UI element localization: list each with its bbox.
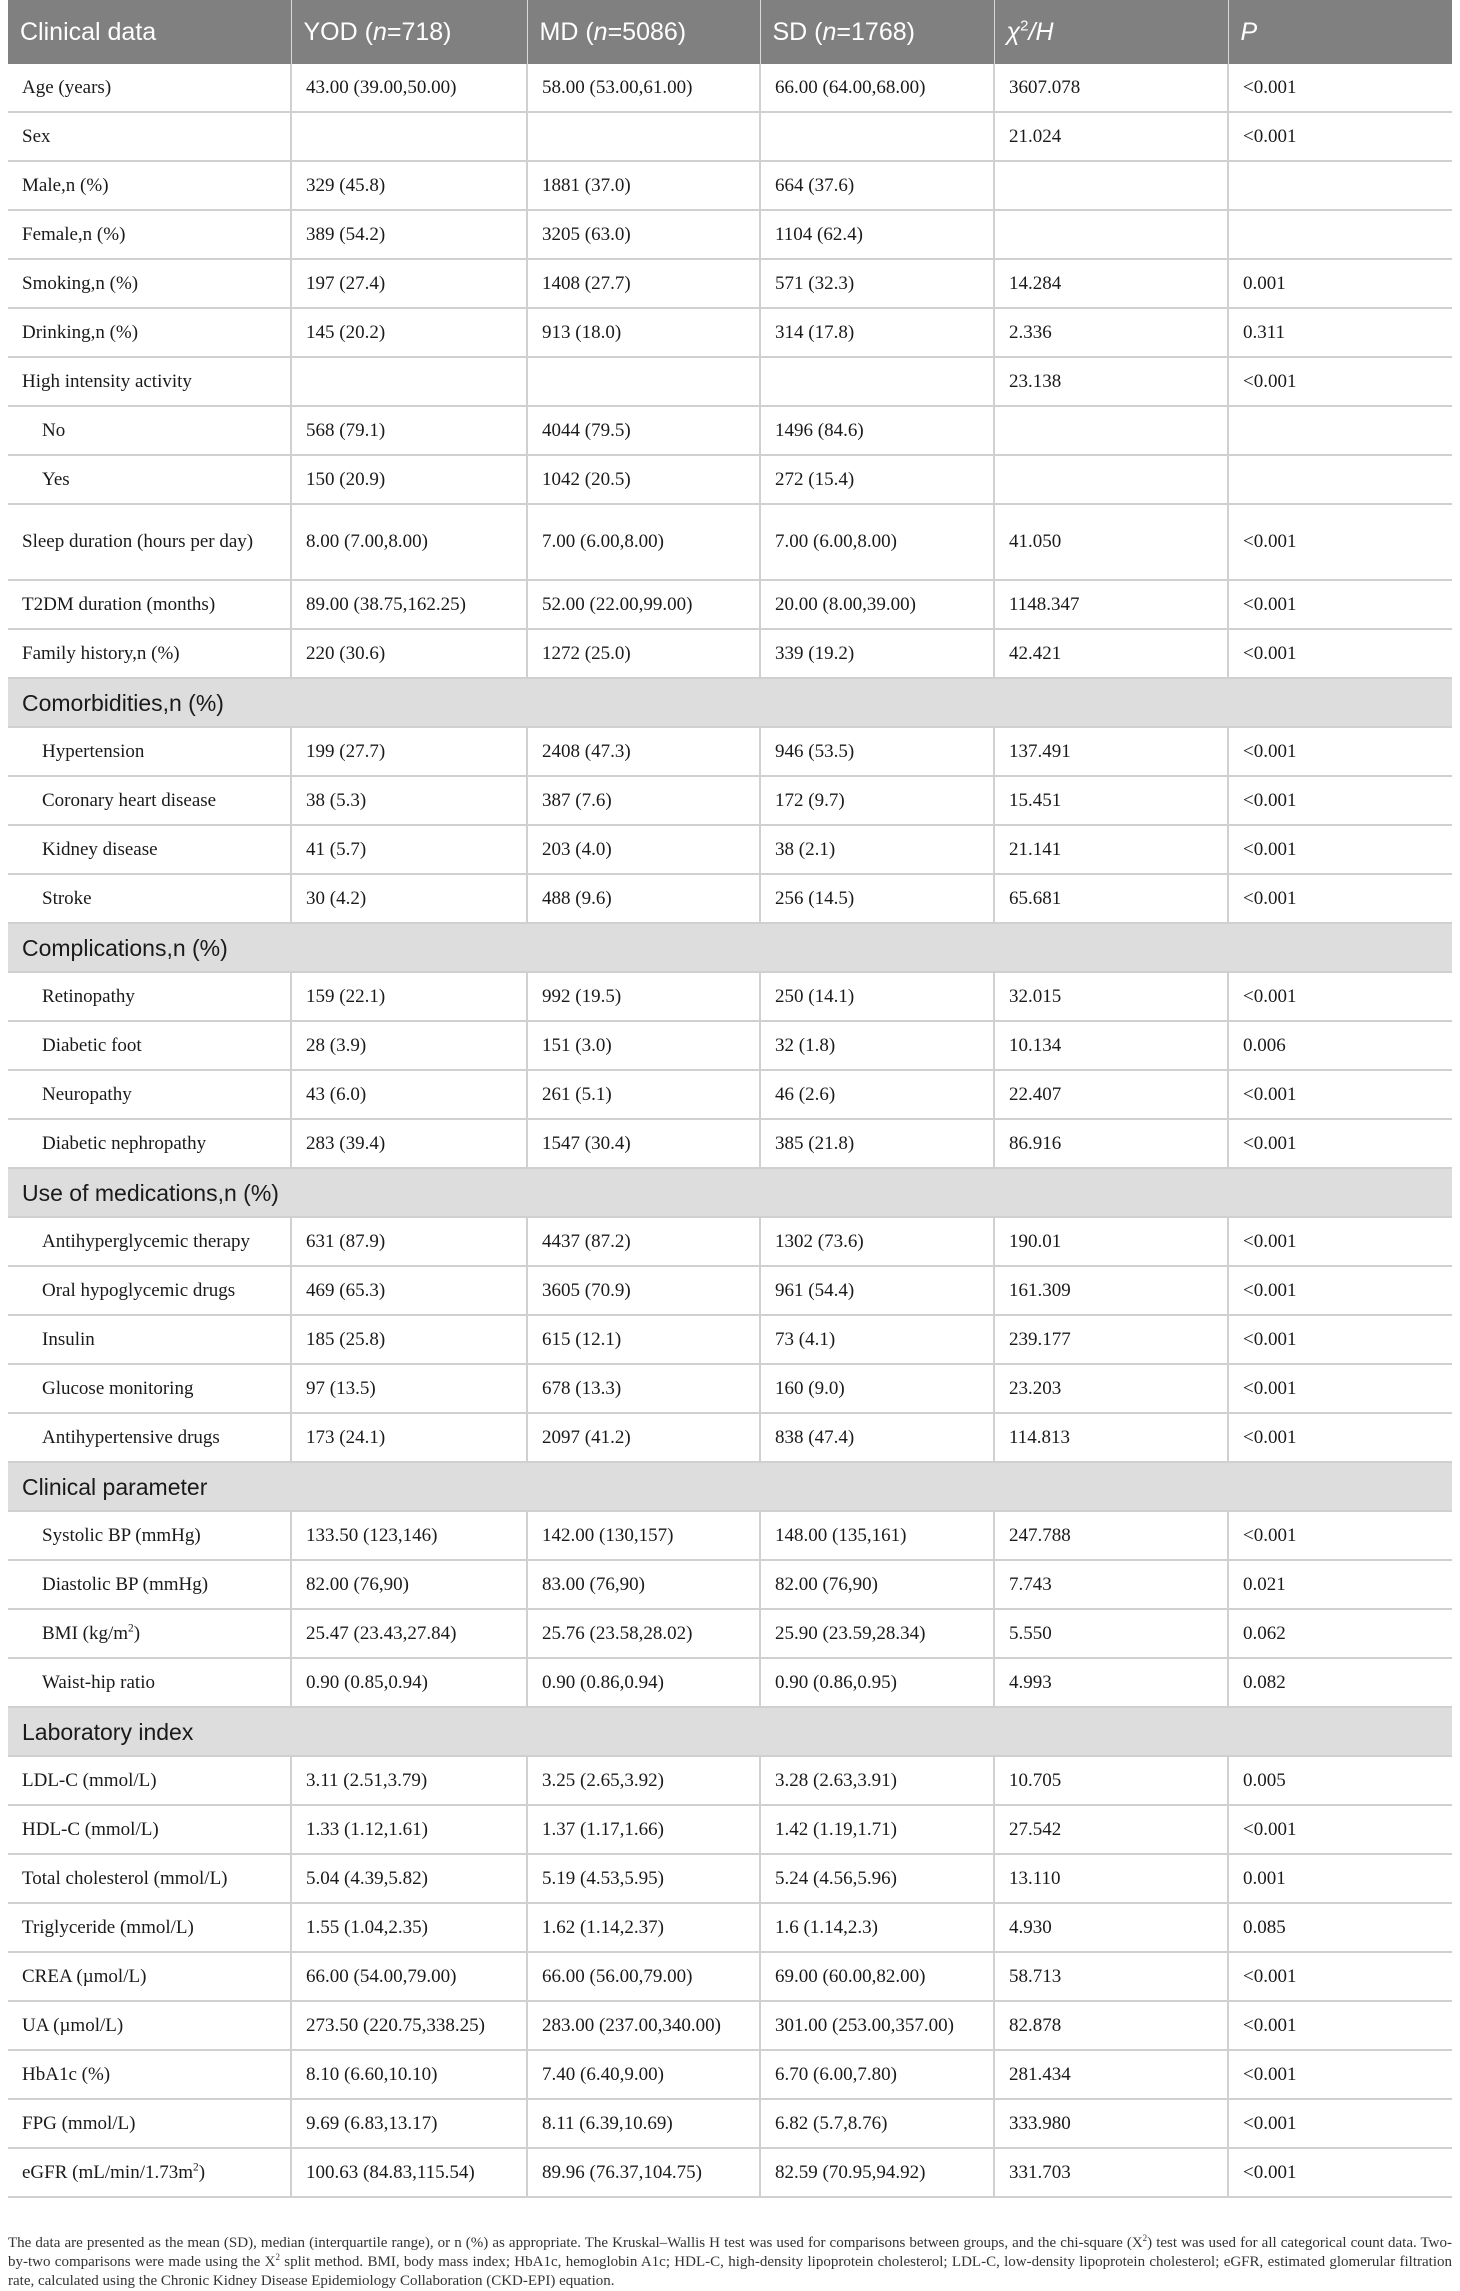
cell-yod: 38 (5.3) [291,776,527,825]
cell-yod: 3.11 (2.51,3.79) [291,1756,527,1805]
row-label: Yes [8,455,291,504]
cell-statistic [994,161,1228,210]
cell-md: 52.00 (22.00,99.00) [527,580,760,629]
cell-statistic [994,455,1228,504]
table-row [8,629,1452,678]
cell-sd: 148.00 (135,161) [760,1511,994,1560]
cell-statistic [994,210,1228,259]
table-row [8,1658,1452,1707]
cell-sd: 1302 (73.6) [760,1217,994,1266]
table-row [8,1560,1452,1609]
cell-statistic: 21.024 [994,112,1228,161]
cell-sd: 160 (9.0) [760,1364,994,1413]
cell-sd: 314 (17.8) [760,308,994,357]
cell-yod [291,357,527,406]
cell-md: 2097 (41.2) [527,1413,760,1462]
cell-md: 58.00 (53.00,61.00) [527,64,760,112]
cell-sd: 1.42 (1.19,1.71) [760,1805,994,1854]
table-row [8,1266,1452,1315]
table-row [8,1952,1452,2001]
cell-yod: 631 (87.9) [291,1217,527,1266]
header-md: MD (n=5086) [527,0,760,64]
row-label: Sleep duration (hours per day) [8,504,291,580]
cell-p-value: <0.001 [1228,580,1452,629]
cell-p-value: <0.001 [1228,1805,1452,1854]
cell-p-value: 0.085 [1228,1903,1452,1952]
row-label: Coronary heart disease [8,776,291,825]
cell-statistic: 247.788 [994,1511,1228,1560]
cell-sd: 946 (53.5) [760,727,994,776]
header-clinical-data: Clinical data [8,0,291,64]
cell-sd: 172 (9.7) [760,776,994,825]
cell-md: 66.00 (56.00,79.00) [527,1952,760,2001]
row-label: HDL-C (mmol/L) [8,1805,291,1854]
cell-md: 488 (9.6) [527,874,760,923]
cell-sd: 571 (32.3) [760,259,994,308]
cell-p-value: <0.001 [1228,2148,1452,2197]
row-label: Insulin [8,1315,291,1364]
cell-p-value: <0.001 [1228,504,1452,580]
cell-p-value: <0.001 [1228,2099,1452,2148]
cell-yod: 199 (27.7) [291,727,527,776]
cell-p-value: <0.001 [1228,825,1452,874]
cell-md: 3605 (70.9) [527,1266,760,1315]
cell-yod: 25.47 (23.43,27.84) [291,1609,527,1658]
cell-md: 261 (5.1) [527,1070,760,1119]
cell-sd: 25.90 (23.59,28.34) [760,1609,994,1658]
row-label: eGFR $(mL/\min/1.73m^2)$ [8,2148,291,2197]
cell-md: 615 (12.1) [527,1315,760,1364]
cell-md: 992 (19.5) [527,972,760,1021]
cell-md: 1272 (25.0) [527,629,760,678]
cell-sd: 38 (2.1) [760,825,994,874]
cell-statistic: 22.407 [994,1070,1228,1119]
table-row [8,357,1452,406]
cell-yod: 100.63 (84.83,115.54) [291,2148,527,2197]
cell-p-value: <0.001 [1228,1952,1452,2001]
cell-sd: 301.00 (253.00,357.00) [760,2001,994,2050]
cell-statistic: 114.813 [994,1413,1228,1462]
cell-yod: 150 (20.9) [291,455,527,504]
cell-p-value: <0.001 [1228,1511,1452,1560]
cell-sd: 3.28 (2.63,3.91) [760,1756,994,1805]
cell-md: 7.40 (6.40,9.00) [527,2050,760,2099]
table-body [8,64,1452,2197]
cell-statistic: 23.138 [994,357,1228,406]
cell-sd: 69.00 (60.00,82.00) [760,1952,994,2001]
row-label: BMI $(kg/m^2)$ [8,1609,291,1658]
cell-sd: 6.82 (5.7,8.76) [760,2099,994,2148]
cell-statistic: 41.050 [994,504,1228,580]
row-label: Oral hypoglycemic drugs [8,1266,291,1315]
cell-statistic: 333.980 [994,2099,1228,2148]
cell-md: 4437 (87.2) [527,1217,760,1266]
cell-statistic: 190.01 [994,1217,1228,1266]
cell-yod: 469 (65.3) [291,1266,527,1315]
section-title: Complications,n (%) [8,923,1452,972]
section-header-row [8,1462,1452,1511]
cell-statistic: 331.703 [994,2148,1228,2197]
cell-md [527,112,760,161]
row-label: Sex [8,112,291,161]
table-row [8,210,1452,259]
header-p-value: P [1228,0,1452,64]
cell-statistic: 7.743 [994,1560,1228,1609]
cell-yod: 30 (4.2) [291,874,527,923]
cell-md: 25.76 (23.58,28.02) [527,1609,760,1658]
row-label: Male,n (%) [8,161,291,210]
cell-sd: 1.6 (1.14,2.3) [760,1903,994,1952]
cell-sd: 5.24 (4.56,5.96) [760,1854,994,1903]
cell-yod: 43 (6.0) [291,1070,527,1119]
table-row [8,2148,1452,2197]
row-label: Waist-hip ratio [8,1658,291,1707]
table-row [8,1903,1452,1952]
clinical-data-table [8,0,1452,2198]
cell-md: 83.00 (76,90) [527,1560,760,1609]
cell-p-value: <0.001 [1228,972,1452,1021]
cell-md: 678 (13.3) [527,1364,760,1413]
row-label: UA (µmol/L) [8,2001,291,2050]
row-label: High intensity activity [8,357,291,406]
section-header-row [8,678,1452,727]
cell-statistic: 58.713 [994,1952,1228,2001]
header-yod: YOD (n=718) [291,0,527,64]
cell-p-value [1228,406,1452,455]
cell-statistic: 161.309 [994,1266,1228,1315]
cell-yod: 197 (27.4) [291,259,527,308]
cell-yod: 41 (5.7) [291,825,527,874]
cell-yod: 389 (54.2) [291,210,527,259]
cell-p-value: <0.001 [1228,2001,1452,2050]
cell-yod: 159 (22.1) [291,972,527,1021]
cell-sd: 82.00 (76,90) [760,1560,994,1609]
row-label: FPG (mmol/L) [8,2099,291,2148]
cell-md: 3205 (63.0) [527,210,760,259]
cell-md: 3.25 (2.65,3.92) [527,1756,760,1805]
cell-md: 1.37 (1.17,1.66) [527,1805,760,1854]
cell-sd: 7.00 (6.00,8.00) [760,504,994,580]
table-row [8,874,1452,923]
row-label: T2DM duration (months) [8,580,291,629]
table-row [8,161,1452,210]
row-label: Retinopathy [8,972,291,1021]
row-label: Diabetic nephropathy [8,1119,291,1168]
cell-md: 142.00 (130,157) [527,1511,760,1560]
row-label: Neuropathy [8,1070,291,1119]
cell-p-value: 0.005 [1228,1756,1452,1805]
cell-yod: 8.00 (7.00,8.00) [291,504,527,580]
row-label: Antihypertensive drugs [8,1413,291,1462]
cell-statistic: 281.434 [994,2050,1228,2099]
cell-p-value: <0.001 [1228,64,1452,112]
cell-p-value: <0.001 [1228,357,1452,406]
cell-sd: 385 (21.8) [760,1119,994,1168]
cell-md: 1881 (37.0) [527,161,760,210]
cell-statistic: 2.336 [994,308,1228,357]
cell-yod: 1.55 (1.04,2.35) [291,1903,527,1952]
cell-p-value [1228,210,1452,259]
cell-p-value: <0.001 [1228,1070,1452,1119]
cell-p-value: <0.001 [1228,874,1452,923]
cell-md [527,357,760,406]
cell-sd: 73 (4.1) [760,1315,994,1364]
row-label: Stroke [8,874,291,923]
cell-sd: 961 (54.4) [760,1266,994,1315]
table-row [8,455,1452,504]
cell-md: 283.00 (237.00,340.00) [527,2001,760,2050]
row-label: No [8,406,291,455]
cell-yod: 82.00 (76,90) [291,1560,527,1609]
cell-p-value: <0.001 [1228,727,1452,776]
row-label: Triglyceride (mmol/L) [8,1903,291,1952]
section-header-row [8,1168,1452,1217]
cell-p-value [1228,455,1452,504]
cell-statistic: 4.993 [994,1658,1228,1707]
cell-p-value: <0.001 [1228,1266,1452,1315]
cell-md: 1547 (30.4) [527,1119,760,1168]
table-row [8,1805,1452,1854]
cell-p-value: <0.001 [1228,1217,1452,1266]
table-row [8,2050,1452,2099]
cell-yod: 145 (20.2) [291,308,527,357]
cell-yod: 0.90 (0.85,0.94) [291,1658,527,1707]
row-label: Kidney disease [8,825,291,874]
table-row [8,308,1452,357]
cell-sd: 838 (47.4) [760,1413,994,1462]
table-footnote: The data are presented as the mean (SD), median (interquartile range), or n (%) as appropriate. The Kruskal–Wallis H test was used for comparisons between groups, and the chi-square $(X^2)$ test was used for all categorical count data. Two-by-two comparisons were made using the $X^2$ split method. BMI, body mass index; HbA1c, hemoglobin A1c; HDL-C, high-density lipoprotein cholesterol; LDL-C, low-density lipoprotein cholesterol; eGFR, estimated glomerular filtration rate, calculated using the Chronic Kidney Disease Epidemiology Collaboration (CKD-EPI) equation. [8,2233,1452,2289]
cell-p-value [1228,161,1452,210]
cell-sd [760,357,994,406]
table-row [8,1609,1452,1658]
section-title: Use of medications,n (%) [8,1168,1452,1217]
cell-statistic: 13.110 [994,1854,1228,1903]
row-label: Age (years) [8,64,291,112]
table-row [8,1854,1452,1903]
cell-md: 151 (3.0) [527,1021,760,1070]
table-row [8,64,1452,112]
cell-statistic: 4.930 [994,1903,1228,1952]
table-row [8,727,1452,776]
cell-yod: 89.00 (38.75,162.25) [291,580,527,629]
cell-statistic: 5.550 [994,1609,1228,1658]
table-row [8,504,1452,580]
cell-sd: 1496 (84.6) [760,406,994,455]
cell-sd: 0.90 (0.86,0.95) [760,1658,994,1707]
cell-p-value: 0.021 [1228,1560,1452,1609]
cell-yod: 283 (39.4) [291,1119,527,1168]
cell-p-value: 0.001 [1228,1854,1452,1903]
cell-yod: 273.50 (220.75,338.25) [291,2001,527,2050]
cell-sd: 250 (14.1) [760,972,994,1021]
cell-p-value: <0.001 [1228,1119,1452,1168]
cell-statistic: 3607.078 [994,64,1228,112]
row-label: Drinking,n (%) [8,308,291,357]
cell-statistic: 27.542 [994,1805,1228,1854]
table-container [8,0,1452,2198]
row-label: Family history,n (%) [8,629,291,678]
table-row [8,972,1452,1021]
cell-yod: 329 (45.8) [291,161,527,210]
cell-md: 203 (4.0) [527,825,760,874]
cell-statistic: 1148.347 [994,580,1228,629]
cell-statistic: 137.491 [994,727,1228,776]
table-row [8,1217,1452,1266]
cell-sd: 6.70 (6.00,7.80) [760,2050,994,2099]
header-statistic: $\chi^2/H$ [994,0,1228,64]
cell-md: 7.00 (6.00,8.00) [527,504,760,580]
table-row [8,1413,1452,1462]
cell-md: 0.90 (0.86,0.94) [527,1658,760,1707]
cell-statistic [994,406,1228,455]
table-row [8,1315,1452,1364]
cell-md: 1408 (27.7) [527,259,760,308]
section-title: Comorbidities,n (%) [8,678,1452,727]
cell-statistic: 239.177 [994,1315,1228,1364]
row-label: Total cholesterol (mmol/L) [8,1854,291,1903]
cell-statistic: 21.141 [994,825,1228,874]
row-label: Systolic BP (mmHg) [8,1511,291,1560]
cell-p-value: 0.311 [1228,308,1452,357]
cell-yod: 5.04 (4.39,5.82) [291,1854,527,1903]
header-row [8,0,1452,64]
cell-md: 1.62 (1.14,2.37) [527,1903,760,1952]
cell-yod: 8.10 (6.60,10.10) [291,2050,527,2099]
table-row [8,112,1452,161]
cell-statistic: 82.878 [994,2001,1228,2050]
cell-md: 913 (18.0) [527,308,760,357]
cell-p-value: 0.006 [1228,1021,1452,1070]
cell-yod: 9.69 (6.83,13.17) [291,2099,527,2148]
section-header-row [8,923,1452,972]
table-row [8,1364,1452,1413]
cell-yod: 133.50 (123,146) [291,1511,527,1560]
cell-statistic: 86.916 [994,1119,1228,1168]
cell-yod: 1.33 (1.12,1.61) [291,1805,527,1854]
cell-sd: 272 (15.4) [760,455,994,504]
table-row [8,1119,1452,1168]
table-row [8,1070,1452,1119]
cell-statistic: 10.134 [994,1021,1228,1070]
cell-yod: 97 (13.5) [291,1364,527,1413]
cell-md: 8.11 (6.39,10.69) [527,2099,760,2148]
table-row [8,259,1452,308]
cell-md: 2408 (47.3) [527,727,760,776]
cell-statistic: 65.681 [994,874,1228,923]
cell-p-value: <0.001 [1228,1315,1452,1364]
section-title: Clinical parameter [8,1462,1452,1511]
cell-sd: 664 (37.6) [760,161,994,210]
cell-sd: 1104 (62.4) [760,210,994,259]
row-label: Female,n (%) [8,210,291,259]
cell-yod: 185 (25.8) [291,1315,527,1364]
row-label: Hypertension [8,727,291,776]
table-row [8,2099,1452,2148]
cell-p-value: <0.001 [1228,2050,1452,2099]
cell-yod [291,112,527,161]
section-title: Laboratory index [8,1707,1452,1756]
table-row [8,1021,1452,1070]
header-sd: SD (n=1768) [760,0,994,64]
cell-p-value: <0.001 [1228,112,1452,161]
cell-p-value: <0.001 [1228,1364,1452,1413]
table-row [8,776,1452,825]
cell-statistic: 23.203 [994,1364,1228,1413]
row-label: HbA1c (%) [8,2050,291,2099]
cell-sd: 20.00 (8.00,39.00) [760,580,994,629]
cell-yod: 43.00 (39.00,50.00) [291,64,527,112]
cell-p-value: <0.001 [1228,629,1452,678]
table-row [8,825,1452,874]
table-row [8,406,1452,455]
cell-statistic: 42.421 [994,629,1228,678]
cell-p-value: <0.001 [1228,1413,1452,1462]
section-header-row [8,1707,1452,1756]
cell-sd: 339 (19.2) [760,629,994,678]
cell-p-value: <0.001 [1228,776,1452,825]
cell-statistic: 32.015 [994,972,1228,1021]
cell-sd: 46 (2.6) [760,1070,994,1119]
cell-md: 5.19 (4.53,5.95) [527,1854,760,1903]
row-label: Smoking,n (%) [8,259,291,308]
cell-p-value: 0.062 [1228,1609,1452,1658]
cell-sd [760,112,994,161]
cell-statistic: 15.451 [994,776,1228,825]
cell-p-value: 0.001 [1228,259,1452,308]
cell-statistic: 14.284 [994,259,1228,308]
row-label: Antihyperglycemic therapy [8,1217,291,1266]
row-label: Glucose monitoring [8,1364,291,1413]
cell-yod: 220 (30.6) [291,629,527,678]
cell-yod: 28 (3.9) [291,1021,527,1070]
cell-yod: 66.00 (54.00,79.00) [291,1952,527,2001]
cell-sd: 256 (14.5) [760,874,994,923]
cell-sd: 32 (1.8) [760,1021,994,1070]
cell-p-value: 0.082 [1228,1658,1452,1707]
table-row [8,2001,1452,2050]
row-label: Diabetic foot [8,1021,291,1070]
cell-statistic: 10.705 [994,1756,1228,1805]
cell-sd: 66.00 (64.00,68.00) [760,64,994,112]
cell-md: 89.96 (76.37,104.75) [527,2148,760,2197]
row-label: LDL-C (mmol/L) [8,1756,291,1805]
table-row [8,1511,1452,1560]
cell-md: 1042 (20.5) [527,455,760,504]
cell-yod: 568 (79.1) [291,406,527,455]
table-row [8,580,1452,629]
row-label: CREA (µmol/L) [8,1952,291,2001]
table-row [8,1756,1452,1805]
row-label: Diastolic BP (mmHg) [8,1560,291,1609]
cell-md: 4044 (79.5) [527,406,760,455]
cell-sd: 82.59 (70.95,94.92) [760,2148,994,2197]
cell-md: 387 (7.6) [527,776,760,825]
cell-yod: 173 (24.1) [291,1413,527,1462]
